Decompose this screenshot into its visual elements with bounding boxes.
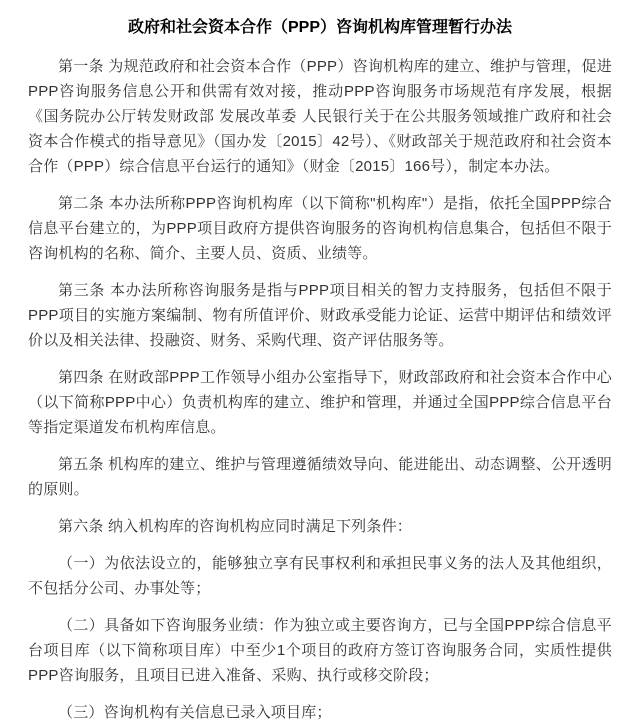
para-article-3: 第三条 本办法所称咨询服务是指与PPP项目相关的智力支持服务，包括但不限于PPP项目的实施方案编制、物有所值评价、财政承受能力论证、运营中期评估和绩效评价以及相关法律、投融资、财务、采购代理、资产评估服务等。 [28, 282, 612, 349]
para-article-1: 第一条 为规范政府和社会资本合作（PPP）咨询机构库的建立、维护与管理，促进PPP咨询服务信息公开和供需有效对接，推动PPP咨询服务市场规范有序发展，根据《国务院办公厅转发财政部 发展改革委 人民银行关于在公共服务领域推广政府和社会资本合作模式的指导意见》（国办发〔2015〕42号）、《财政部关于规范政府和社会资本合作（PPP）综合信息平台运行的通知》（财金〔2015〕166号），制定本办法。 [28, 58, 612, 175]
para-article-5: 第五条 机构库的建立、维护与管理遵循绩效导向、能进能出、动态调整、公开透明的原则。 [28, 456, 612, 498]
para-article-2: 第二条 本办法所称PPP咨询机构库（以下简称"机构库"）是指，依托全国PPP综合信息平台建立的，为PPP项目政府方提供咨询服务的咨询机构信息集合，包括但不限于咨询机构的名称、简介、主要人员、资质、业绩等。 [28, 195, 612, 262]
para-condition-item-2: （二）具备如下咨询服务业绩：作为独立或主要咨询方，已与全国PPP综合信息平台项目库（以下简称项目库）中至少1个项目的政府方签订咨询服务合同，实质性提供PPP咨询服务，且项目已进入准备、采购、执行或移交阶段； [28, 617, 612, 684]
para-article-6: 第六条 纳入机构库的咨询机构应同时满足下列条件： [58, 518, 412, 535]
document-title: 政府和社会资本合作（PPP）咨询机构库管理暂行办法 [127, 19, 513, 36]
para-condition-item-1: （一）为依法设立的，能够独立享有民事权利和承担民事义务的法人及其他组织，不包括分公司、办事处等； [28, 555, 612, 597]
para-article-4: 第四条 在财政部PPP工作领导小组办公室指导下，财政部政府和社会资本合作中心（以下简称PPP中心）负责机构库的建立、维护和管理，并通过全国PPP综合信息平台等指定渠道发布机构库信息。 [28, 369, 612, 436]
para-condition-item-3: （三）咨询机构有关信息已录入项目库； [58, 704, 332, 721]
